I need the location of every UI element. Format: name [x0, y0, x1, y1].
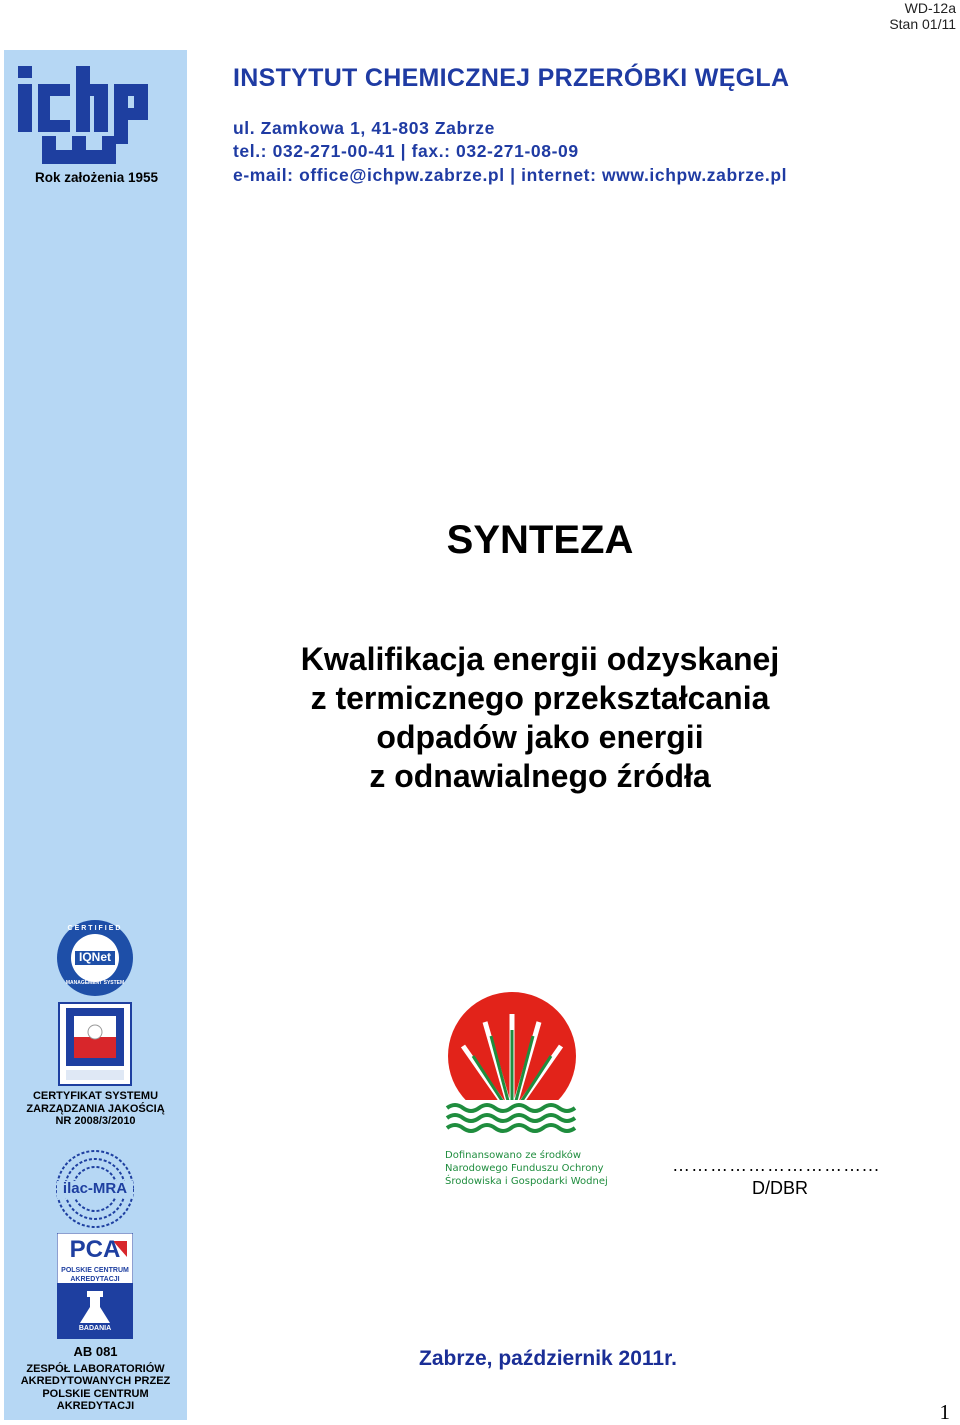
- nfos-caption-line: Narodowego Funduszu Ochrony: [445, 1163, 604, 1174]
- document-title: [190, 640, 890, 796]
- iqnet-certified: CERTIFIED: [67, 925, 123, 932]
- address: ul. Zamkowa 1, 41-803 Zabrze: [233, 118, 495, 138]
- accreditation-line: AKREDYTOWANYCH PRZEZ: [20, 1375, 171, 1387]
- phone-fax: tel.: 032-271-00-41 | fax.: 032-271-08-09: [233, 141, 579, 161]
- form-code-number: WD-12a: [904, 0, 956, 16]
- form-code-status: Stan 01/11: [889, 16, 956, 32]
- department-code: D/DBR: [751, 1178, 808, 1198]
- nfos-logo: [443, 990, 581, 1148]
- pca-brand: PCA: [69, 1236, 121, 1263]
- nfos-caption-line: Dofinansowano ze środków: [445, 1150, 582, 1161]
- pca-badania: BADANIA: [78, 1325, 112, 1332]
- title-line: Kwalifikacja energii odzyskanej: [300, 641, 780, 677]
- nfos-caption-line: Środowiska i Gospodarki Wodnej: [445, 1176, 608, 1187]
- accreditation-text: [4, 1346, 187, 1413]
- iqnet-management: MANAGEMENT SYSTEM: [65, 980, 125, 986]
- ichpw-logo: [14, 64, 179, 168]
- certificate-line: ZARZĄDZANIA JAKOŚCIĄ: [26, 1102, 165, 1115]
- accreditation-line: ZESPÓŁ LABORATORIÓW: [26, 1362, 165, 1375]
- quality-certificate-text: [4, 1090, 187, 1128]
- signature-dots: …………………………...: [672, 1155, 881, 1175]
- title-line: z odnawialnego źródła: [369, 758, 711, 794]
- page-number: 1: [939, 1400, 950, 1424]
- certificate-line: NR 2008/3/2010: [55, 1115, 136, 1127]
- institute-name: INSTYTUT CHEMICZNEJ PRZERÓBKI WĘGLA: [233, 64, 790, 92]
- accreditation-line: POLSKIE CENTRUM AKREDYTACJI: [42, 1387, 149, 1412]
- founded-year: Rok założenia 1955: [34, 170, 159, 185]
- title-line: odpadów jako energii: [376, 719, 704, 755]
- document-type: SYNTEZA: [446, 518, 634, 562]
- email-web: e-mail: office@ichpw.zabrze.pl | internet: www.ichpw.zabrze.pl: [233, 165, 788, 185]
- accreditation-number: AB 081: [73, 1344, 118, 1359]
- certificate-line: CERTYFIKAT SYSTEMU: [32, 1090, 159, 1102]
- ilac-mra-text: ilac-MRA: [62, 1180, 128, 1197]
- form-code: [889, 0, 956, 32]
- title-line: z termicznego przekształcania: [310, 680, 770, 716]
- pca-subtitle: POLSKIE CENTRUM AKREDYTACJI: [61, 1267, 129, 1283]
- place-date: Zabrze, październik 2011r.: [419, 1347, 677, 1370]
- quality-certificate-emblem: [58, 1002, 132, 1086]
- iqnet-brand: IQNet: [78, 950, 111, 964]
